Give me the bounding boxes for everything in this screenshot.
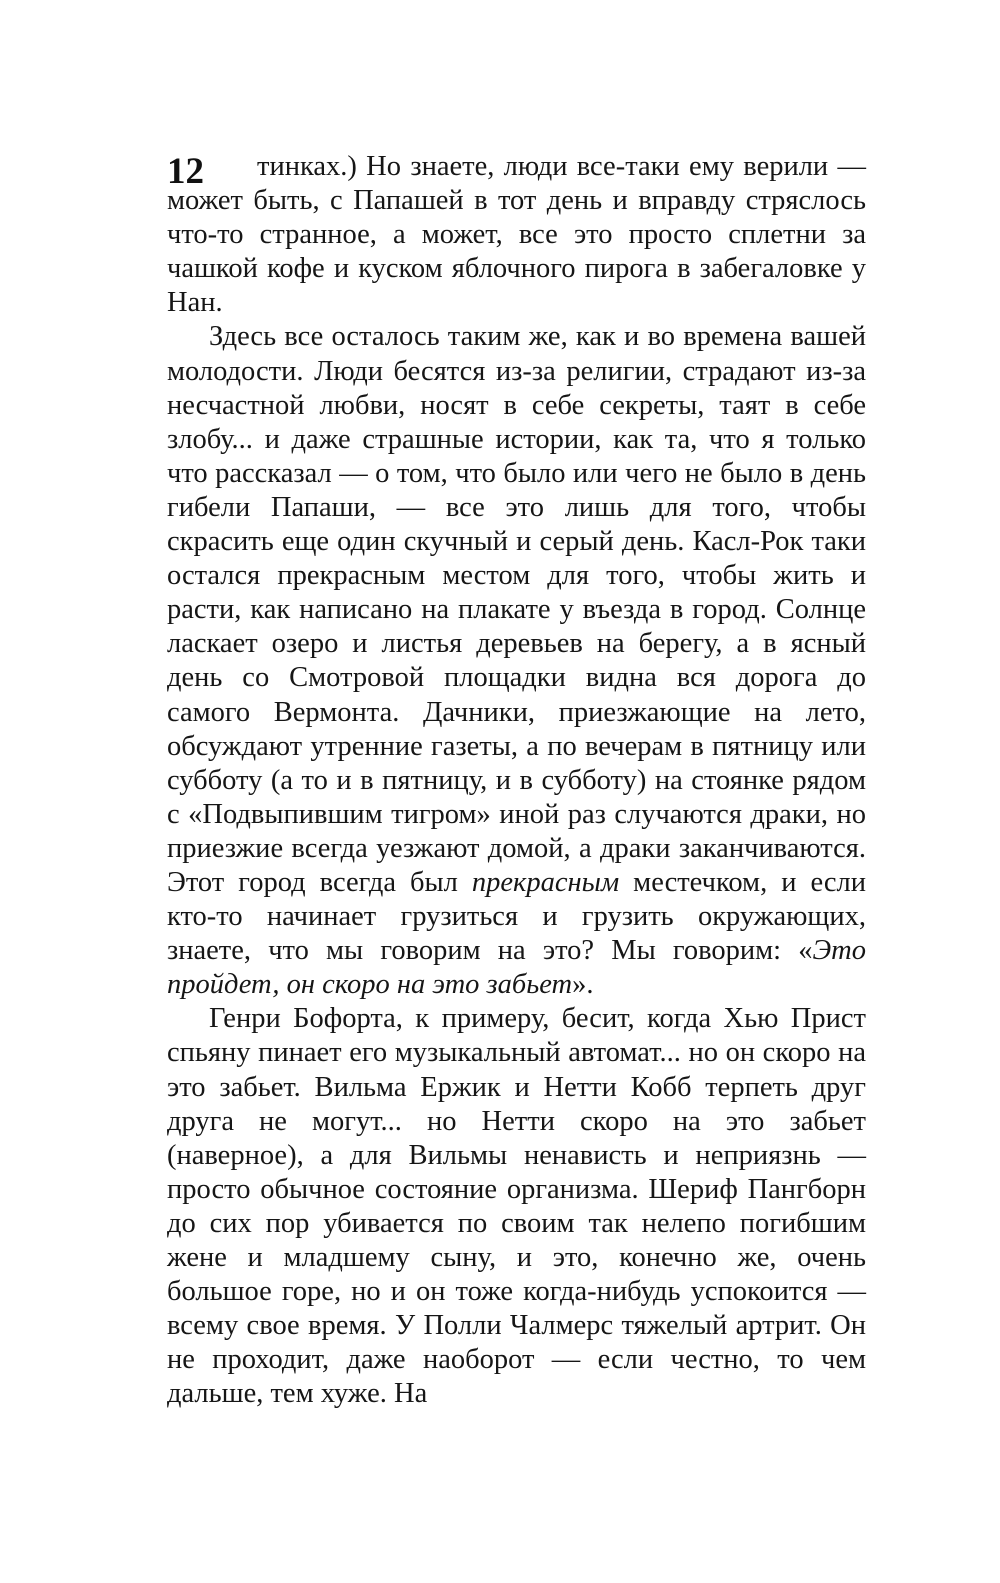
paragraph-2	[167, 320, 866, 1002]
page-body-text	[167, 150, 866, 1411]
paragraph-1	[167, 150, 866, 320]
italic-quote: Это пройдет, он скоро на это забьет	[167, 935, 866, 1001]
page-number: 12	[167, 151, 204, 192]
paragraph-2-part-2: местечком, и если кто-то начинает грузиться и грузить окружающих, знаете, что мы говорим на это? Мы говорим: «	[167, 866, 866, 967]
paragraph-1-text: тинках.) Но знаете, люди все-таки ему верили — может быть, с Папашей в тот день и вправду стряслось что-то странное, а может, все это просто сплетни за чашкой кофе и куском яблочного пирога в забегаловке у Нан.	[167, 151, 866, 319]
paragraph-3	[167, 1002, 866, 1411]
paragraph-2-part-1: Здесь все осталось таким же, как и во времена вашей молодости. Люди бесятся из-за религии, страдают из-за несчастной любви, носят в себе секреты, таят в себе злобу... и даже страшные истории, как та, что я только что рассказал — о том, что было или чего не было в день гибели Папаши, — все это лишь для того, чтобы скрасить еще один скучный и серый день. Касл-Рок таки остался прекрасным местом для того, чтобы жить и расти, как написано на плакате у въезда в город. Солнце ласкает озеро и листья деревьев на берегу, а в ясный день со Смотровой площадки видна вся дорога до самого Вермонта. Дачники, приезжающие на лето, обсуждают утренние газеты, а по вечерам в пятницу или субботу (а то и в пятницу, и в субботу) на стоянке рядом с «Подвыпившим тигром» иной раз случаются драки, но приезжие всегда уезжают домой, а драки заканчиваются. Этот город всегда был	[167, 321, 866, 898]
italic-word-prekrasnym: прекрасным	[471, 866, 620, 898]
paragraph-3-text: Генри Бофорта, к примеру, бесит, когда Хью Прист спьяну пинает его музыкальный автомат... но он скоро на это забьет. Вильма Ержик и Нетти Кобб терпеть друг друга не могут... но Нетти скоро на это забьет (наверное), а для Вильмы ненависть и неприязнь — просто обычное состояние организма. Шериф Пангборн до сих пор убивается по своим так нелепо погибшим жене и младшему сыну, и это, конечно же, очень большое горе, но и он тоже когда-нибудь успокоится — всему свое время. У Полли Чалмерс тяжелый артрит. Он не проходит, даже наоборот — если честно, то чем дальше, тем хуже. На	[167, 1003, 866, 1410]
paragraph-2-part-3: ».	[572, 969, 594, 1001]
